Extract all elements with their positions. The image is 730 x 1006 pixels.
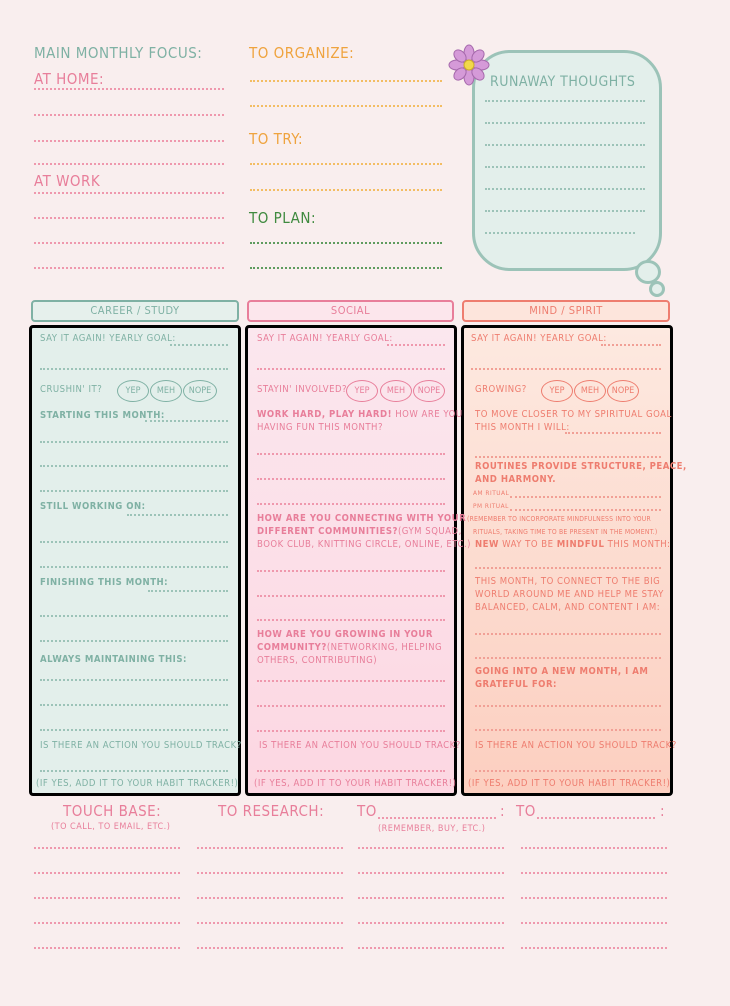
line[interactable] [521, 847, 667, 849]
social-growing-line2 [257, 642, 442, 653]
mind-new-bold: NEW [475, 539, 499, 550]
social-growing-line1: HOW ARE YOU GROWING IN YOUR [257, 629, 433, 640]
line[interactable] [40, 704, 228, 706]
nope-option[interactable]: NOPE [413, 380, 445, 402]
line[interactable] [537, 817, 655, 819]
line[interactable] [40, 566, 228, 568]
line[interactable] [127, 514, 228, 516]
mind-connect-line2: WORLD AROUND ME AND HELP ME STAY [475, 589, 664, 600]
line[interactable] [257, 619, 445, 621]
to-label-1: TO [357, 802, 377, 820]
line[interactable] [601, 344, 661, 346]
to-label-2: TO [516, 802, 536, 820]
line[interactable] [485, 188, 645, 190]
line[interactable] [257, 730, 445, 732]
social-yearly-label: SAY IT AGAIN! YEARLY GOAL: [257, 333, 393, 344]
mind-closer-line1: TO MOVE CLOSER TO MY SPIRITUAL GOAL [475, 409, 672, 420]
line[interactable] [521, 922, 667, 924]
social-growing-line3: OTHERS, CONTRIBUTING) [257, 655, 378, 666]
mind-closer-line2: THIS MONTH I WILL: [475, 422, 570, 433]
career-crushin-label: CRUSHIN' IT? [40, 384, 103, 395]
social-workhard-label [257, 409, 463, 420]
line[interactable] [40, 441, 228, 443]
career-starting-label: STARTING THIS MONTH: [40, 410, 165, 421]
line[interactable] [40, 465, 228, 467]
mind-connect-line3: BALANCED, CALM, AND CONTENT I AM: [475, 602, 661, 613]
nope-option[interactable]: NOPE [607, 380, 639, 402]
career-ifyes-label: (IF YES, ADD IT TO YOUR HABIT TRACKER!) [36, 778, 239, 789]
mind-mindful-bold: MINDFUL [556, 539, 605, 550]
touch-base-sub: (TO CALL, TO EMAIL, ETC.) [51, 822, 171, 832]
line[interactable] [250, 163, 442, 165]
flower-icon [448, 44, 490, 86]
line[interactable] [475, 657, 661, 659]
social-growing-paren: (NETWORKING, HELPING [326, 642, 443, 653]
line[interactable] [510, 509, 661, 511]
monthly-focus-label: MAIN MONTHLY FOCUS: [34, 44, 203, 62]
line[interactable] [485, 144, 645, 146]
social-growing-bold: COMMUNITY? [257, 642, 327, 653]
mind-routines-line1: ROUTINES PROVIDE STRUCTURE, PEACE, [475, 461, 687, 472]
line[interactable] [358, 922, 504, 924]
mind-yearly-label: SAY IT AGAIN! YEARLY GOAL: [471, 333, 607, 344]
social-connecting-paren: (GYM SQUAD, [397, 526, 462, 537]
mind-grateful-line2: GRATEFUL FOR: [475, 679, 557, 690]
line[interactable] [197, 947, 343, 949]
colon-2: : [660, 802, 666, 820]
line[interactable] [257, 680, 445, 682]
line[interactable] [34, 947, 180, 949]
line[interactable] [145, 420, 228, 422]
line[interactable] [257, 770, 445, 772]
line[interactable] [250, 189, 442, 191]
line[interactable] [34, 267, 224, 269]
line[interactable] [250, 105, 442, 107]
line[interactable] [485, 100, 645, 102]
line[interactable] [358, 872, 504, 874]
mind-header: MIND / SPIRIT [462, 300, 670, 322]
runaway-thoughts-label: RUNAWAY THOUGHTS [490, 74, 636, 90]
mind-newway-label [475, 539, 671, 550]
line[interactable] [197, 897, 343, 899]
line[interactable] [34, 217, 224, 219]
line[interactable] [378, 817, 496, 819]
line[interactable] [475, 770, 661, 772]
line[interactable] [34, 163, 224, 165]
social-workhard-line2: HAVING FUN THIS MONTH? [257, 422, 384, 433]
line[interactable] [358, 947, 504, 949]
mind-thismonth-text: THIS MONTH: [607, 539, 671, 550]
line[interactable] [40, 368, 228, 370]
line[interactable] [34, 242, 224, 244]
line[interactable] [257, 453, 445, 455]
at-home-label: AT HOME: [34, 70, 105, 88]
line[interactable] [34, 897, 180, 899]
bubble-dot-small [649, 281, 665, 297]
meh-option[interactable]: MEH [574, 380, 606, 402]
line[interactable] [387, 344, 445, 346]
mind-action-label: IS THERE AN ACTION YOU SHOULD TRACK? [475, 740, 677, 751]
line[interactable] [34, 114, 224, 116]
at-work-label: AT WORK [34, 172, 101, 190]
line[interactable] [34, 140, 224, 142]
mind-connect-line1: THIS MONTH, TO CONNECT TO THE BIG [475, 576, 661, 587]
line[interactable] [40, 640, 228, 642]
line[interactable] [148, 590, 228, 592]
line[interactable] [471, 368, 661, 370]
career-still-label: STILL WORKING ON: [40, 501, 146, 512]
line[interactable] [475, 456, 661, 458]
line[interactable] [485, 232, 635, 234]
line[interactable] [250, 267, 442, 269]
line[interactable] [170, 344, 228, 346]
career-header: CAREER / STUDY [31, 300, 239, 322]
line[interactable] [197, 922, 343, 924]
line[interactable] [257, 503, 445, 505]
mind-remember-line2: RITUALS, TAKING TIME TO BE PRESENT IN THE MOMENT.) [473, 528, 658, 536]
line[interactable] [40, 729, 228, 731]
to-organize-label: TO ORGANIZE: [249, 44, 355, 62]
social-header: SOCIAL [247, 300, 454, 322]
pm-ritual-label: PM RITUAL [473, 502, 509, 510]
line[interactable] [257, 368, 445, 370]
line[interactable] [485, 166, 645, 168]
line[interactable] [257, 705, 445, 707]
mind-ifyes-label: (IF YES, ADD IT TO YOUR HABIT TRACKER!) [468, 778, 671, 789]
social-connecting-line2 [257, 526, 462, 537]
line[interactable] [475, 705, 661, 707]
social-action-label: IS THERE AN ACTION YOU SHOULD TRACK? [259, 740, 461, 751]
yep-option[interactable]: YEP [541, 380, 573, 402]
to-research-label: TO RESEARCH: [218, 802, 325, 820]
career-yearly-label: SAY IT AGAIN! YEARLY GOAL: [40, 333, 176, 344]
line[interactable] [197, 872, 343, 874]
line[interactable] [521, 872, 667, 874]
line[interactable] [34, 192, 224, 194]
mind-newway-text: WAY TO BE [502, 539, 554, 550]
line[interactable] [40, 679, 228, 681]
line[interactable] [521, 897, 667, 899]
mind-remember-line1: (REMEMBER TO INCORPORATE MINDFULNESS INTO YOUR [467, 515, 651, 523]
social-connecting-line1: HOW ARE YOU CONNECTING WITH YOUR [257, 513, 467, 524]
line[interactable] [34, 872, 180, 874]
mind-routines-line2: AND HARMONY. [475, 474, 556, 485]
line[interactable] [40, 615, 228, 617]
meh-option[interactable]: MEH [380, 380, 412, 402]
line[interactable] [358, 847, 504, 849]
line[interactable] [485, 122, 645, 124]
line[interactable] [257, 595, 445, 597]
line[interactable] [521, 947, 667, 949]
am-ritual-label: AM RITUAL [473, 489, 510, 497]
social-ifyes-label: (IF YES, ADD IT TO YOUR HABIT TRACKER!) [254, 778, 457, 789]
line[interactable] [197, 847, 343, 849]
to-plan-label: TO PLAN: [249, 209, 317, 227]
social-workhard-text: HOW ARE YOU [395, 409, 463, 420]
line[interactable] [475, 729, 661, 731]
social-connecting-line3: BOOK CLUB, KNITTING CIRCLE, ONLINE, ETC.) [257, 539, 472, 550]
social-workhard-bold: WORK HARD, PLAY HARD! [257, 409, 392, 420]
line[interactable] [40, 490, 228, 492]
line[interactable] [250, 242, 442, 244]
mind-grateful-line1: GOING INTO A NEW MONTH, I AM [475, 666, 649, 677]
social-staying-label: STAYIN' INVOLVED? [257, 384, 348, 395]
to-try-label: TO TRY: [249, 130, 304, 148]
remember-buy-sub: (REMEMBER, BUY, ETC.) [378, 824, 486, 834]
line[interactable] [40, 541, 228, 543]
mind-growing-label: GROWING? [475, 384, 527, 395]
career-action-label: IS THERE AN ACTION YOU SHOULD TRACK? [40, 740, 242, 751]
yep-option[interactable]: YEP [117, 380, 149, 402]
yep-option[interactable]: YEP [346, 380, 378, 402]
social-connecting-bold: DIFFERENT COMMUNITIES? [257, 526, 398, 537]
line[interactable] [40, 770, 228, 772]
touch-base-label: TOUCH BASE: [63, 802, 162, 820]
line[interactable] [257, 570, 445, 572]
career-finishing-label: FINISHING THIS MONTH: [40, 577, 169, 588]
career-always-label: ALWAYS MAINTAINING THIS: [40, 654, 187, 665]
line[interactable] [250, 80, 442, 82]
line[interactable] [565, 432, 661, 434]
line[interactable] [475, 567, 661, 569]
line[interactable] [485, 210, 645, 212]
line[interactable] [34, 88, 224, 90]
line[interactable] [34, 922, 180, 924]
line[interactable] [475, 633, 661, 635]
nope-option[interactable]: NOPE [183, 380, 217, 402]
line[interactable] [510, 496, 661, 498]
meh-option[interactable]: MEH [150, 380, 182, 402]
line[interactable] [257, 478, 445, 480]
colon-1: : [500, 802, 506, 820]
line[interactable] [34, 847, 180, 849]
line[interactable] [358, 897, 504, 899]
